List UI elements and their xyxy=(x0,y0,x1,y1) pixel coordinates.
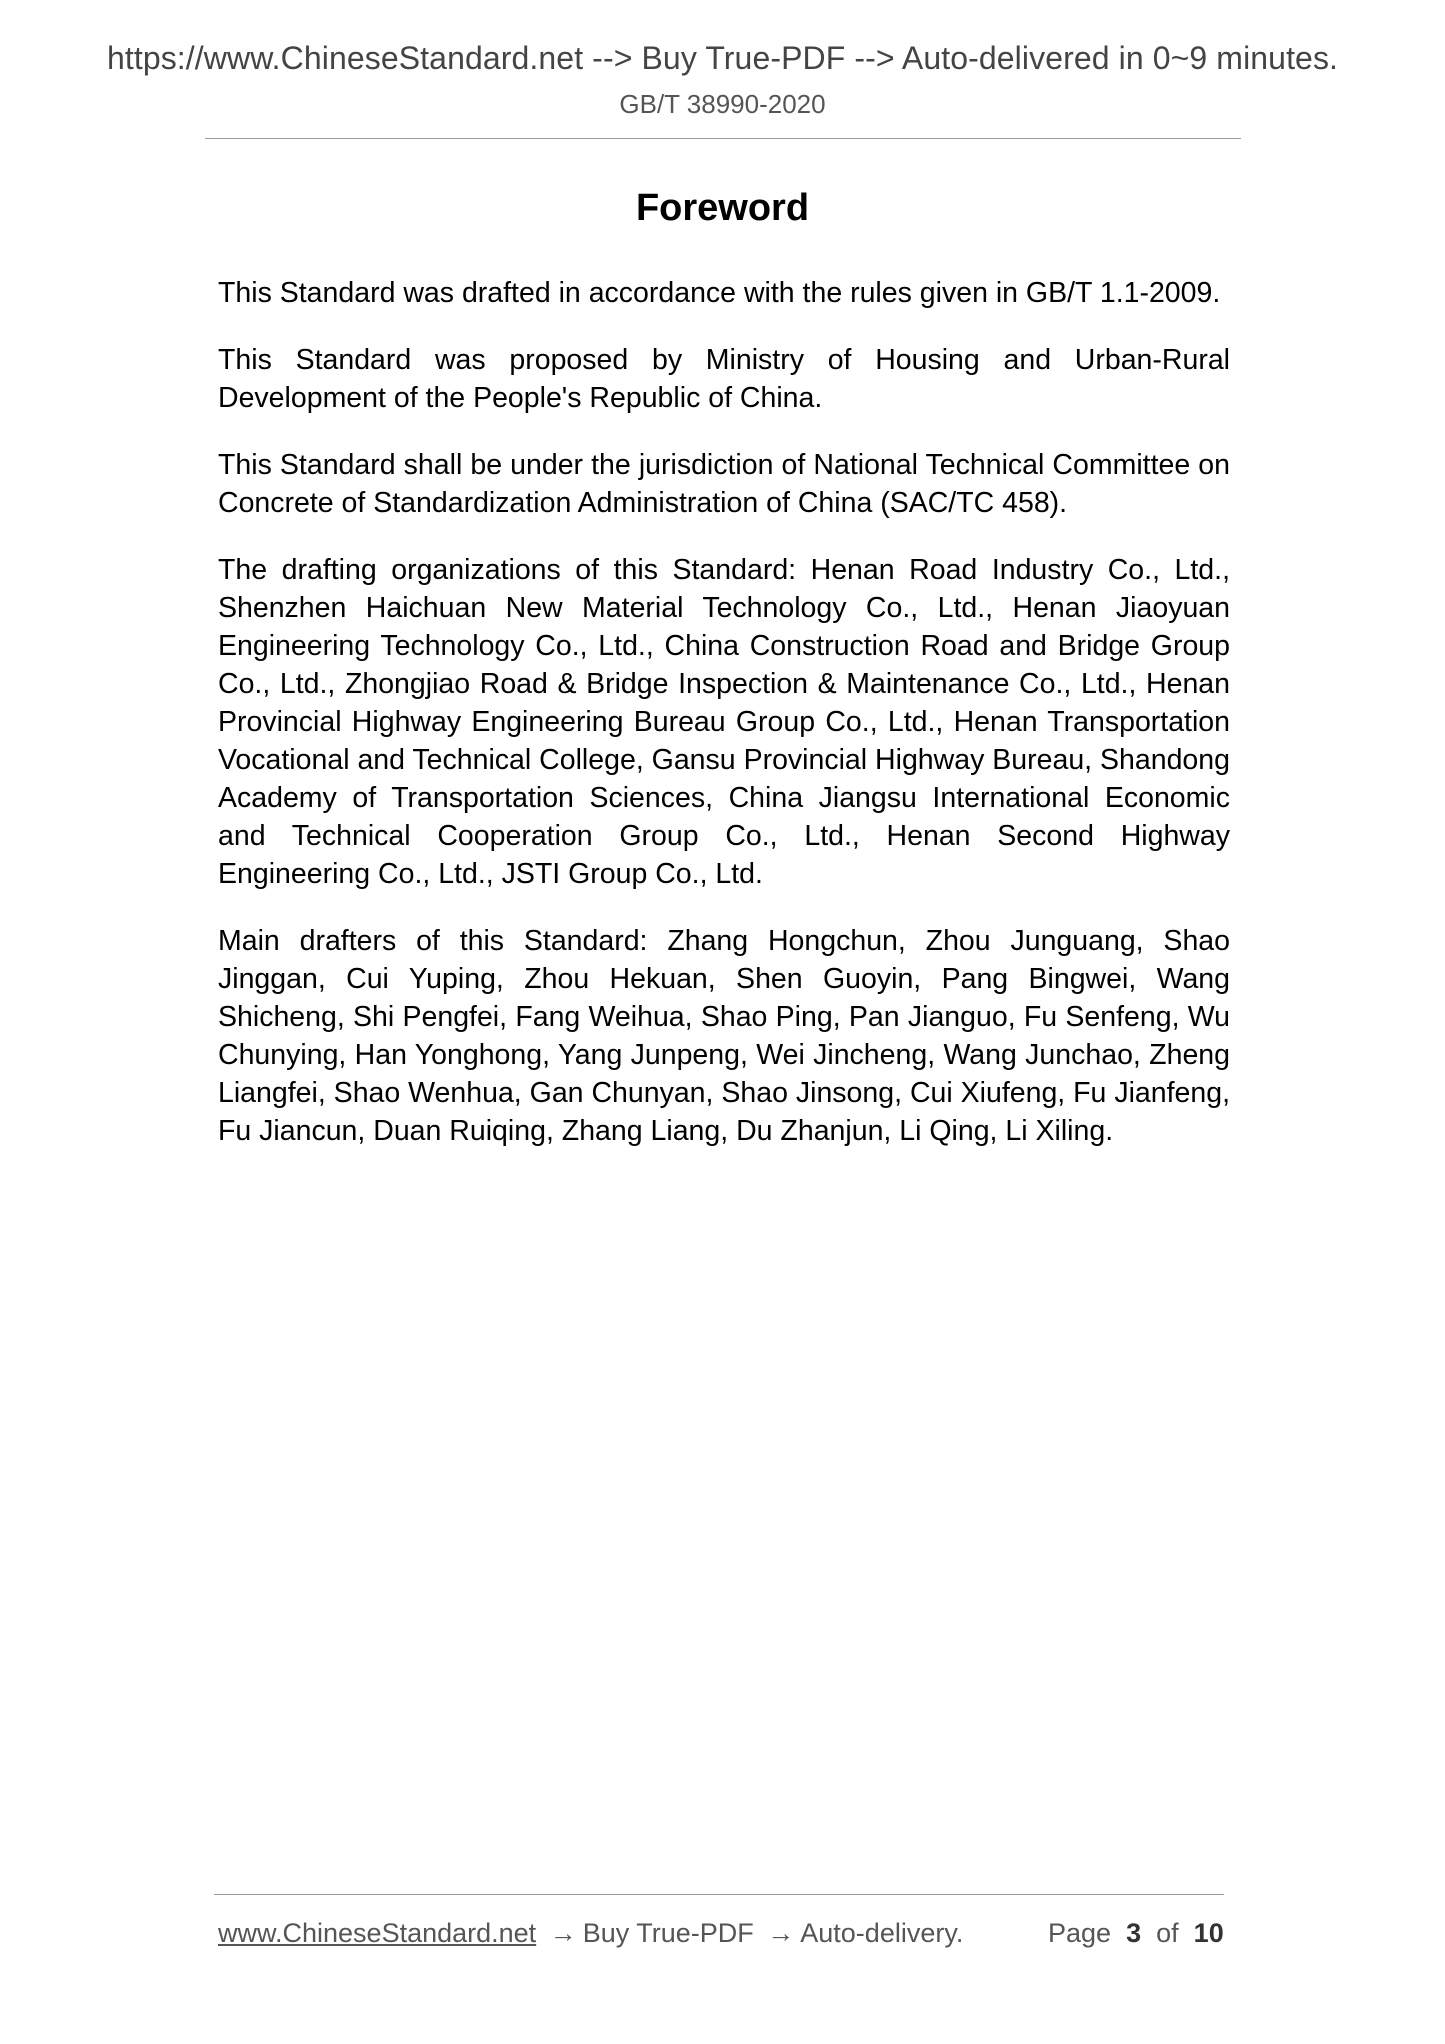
current-page: 3 xyxy=(1126,1918,1142,1948)
paragraph-drafting-rules: This Standard was drafted in accordance with the rules given in GB/T 1.1-2009. xyxy=(218,277,1221,309)
paragraph-jurisdiction: This Standard shall be under the jurisdiction of National Technical Committee on Concrete of Standardization Administration of China (SAC/TC 458). xyxy=(218,449,1230,519)
paragraph-drafting-organizations: The drafting organizations of this Standard: Henan Road Industry Co., Ltd., Shenzhen Haichuan New Material Technology Co., Ltd., Henan Jiaoyuan Engineering Technology Co., Ltd., China Construction Road and Bridge Group Co., Ltd., Zhongjiao Road & Bridge Inspection & Maintenance Co., Ltd., Henan Provincial Highway Engineering Bureau Group Co., Ltd., Henan Transportation Vocational and Technical College, Gansu Provincial Highway Bureau, Shandong Academy of Transportation Sciences, China Jiangsu International Economic and Technical Cooperation Group Co., Ltd., Henan Second Highway Engineering Co., Ltd., JSTI Group Co., Ltd. xyxy=(218,554,1230,890)
buy-text: Buy True-PDF xyxy=(582,1918,754,1948)
document-body xyxy=(218,274,1230,1179)
standard-code: GB/T 38990-2020 xyxy=(619,89,826,119)
top-banner: https://www.ChineseStandard.net --> Buy True-PDF --> Auto-delivered in 0~9 minutes. xyxy=(106,40,1339,76)
total-pages: 10 xyxy=(1193,1918,1224,1948)
site-link[interactable]: www.ChineseStandard.net xyxy=(218,1918,537,1948)
paragraph-proposed-by: This Standard was proposed by Ministry of Housing and Urban-Rural Development of the People's Republic of China. xyxy=(218,344,1230,414)
arrow-right-icon: → xyxy=(549,1918,577,1948)
footer-divider xyxy=(214,1894,1224,1895)
page-indicator xyxy=(1048,1916,1224,1950)
of-word: of xyxy=(1156,1918,1179,1948)
page-title: Foreword xyxy=(635,187,810,229)
page-word: Page xyxy=(1048,1918,1112,1948)
delivery-text: Auto-delivery. xyxy=(800,1918,964,1948)
arrow-right-icon: → xyxy=(767,1918,795,1948)
footer-promo xyxy=(218,1916,963,1950)
header-divider xyxy=(205,138,1241,139)
paragraph-main-drafters: Main drafters of this Standard: Zhang Hongchun, Zhou Junguang, Shao Jinggan, Cui Yuping, Zhou Hekuan, Shen Guoyin, Pang Bingwei, Wang Shicheng, Shi Pengfei, Fang Weihua, Shao Ping, Pan Jianguo, Fu Senfeng, Wu Chunying, Han Yonghong, Yang Junpeng, Wei Jincheng, Wang Junchao, Zheng Liangfei, Shao Wenhua, Gan Chunyan, Shao Jinsong, Cui Xiufeng, Fu Jianfeng, Fu Jiancun, Duan Ruiqing, Zhang Liang, Du Zhanjun, Li Qing, Li Xiling. xyxy=(218,925,1230,1147)
